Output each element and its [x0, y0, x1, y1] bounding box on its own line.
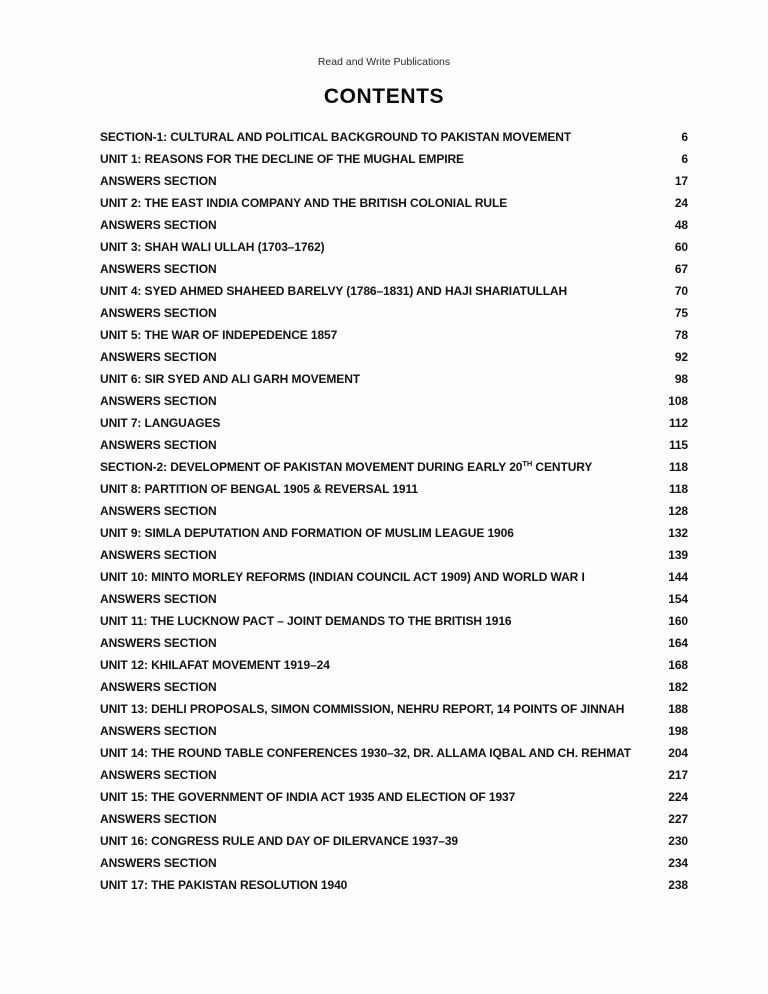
toc-entry-page-number: 160 — [668, 614, 688, 628]
toc-entry — [100, 830, 688, 852]
toc-entry-title — [100, 280, 567, 302]
toc-entry-title — [100, 654, 330, 676]
toc-entry-title — [100, 544, 217, 566]
toc-entry-title — [100, 764, 217, 786]
toc-entry-title-text: ANSWERS SECTION — [100, 218, 217, 232]
toc-entry-title-text: UNIT 7: LANGUAGES — [100, 416, 221, 430]
toc-entry-title — [100, 456, 592, 478]
toc-entry-title-text: SECTION-1: CULTURAL AND POLITICAL BACKGROUND TO PAKISTAN MOVEMENT — [100, 130, 572, 144]
toc-entry-title-text: ANSWERS SECTION — [100, 394, 217, 408]
toc-entry-page-number: 118 — [668, 482, 688, 496]
toc-entry-title — [100, 324, 337, 346]
toc-entry-page-number: 154 — [668, 592, 688, 606]
toc-entry-title-text: UNIT 12: KHILAFAT MOVEMENT 1919–24 — [100, 658, 330, 672]
toc-entry — [100, 368, 688, 390]
toc-entry-title-superscript: TH — [522, 459, 533, 468]
toc-entry-title-text: UNIT 17: THE PAKISTAN RESOLUTION 1940 — [100, 878, 348, 892]
toc-entry-title-text: UNIT 16: CONGRESS RULE AND DAY OF DILERVANCE 1937–39 — [100, 834, 459, 848]
toc-entry-title-text: ANSWERS SECTION — [100, 306, 217, 320]
toc-entry-page-number: 108 — [668, 394, 688, 408]
toc-entry-page-number: 164 — [668, 636, 688, 650]
toc-entry — [100, 302, 688, 324]
toc-entry-title — [100, 412, 220, 434]
toc-entry-title — [100, 610, 512, 632]
toc-entry-page-number: 6 — [681, 130, 688, 144]
toc-entry — [100, 126, 688, 148]
toc-entry-page-number: 227 — [668, 812, 688, 826]
toc-entry-title-text: ANSWERS SECTION — [100, 812, 217, 826]
toc-entry-title — [100, 522, 514, 544]
toc-entry-page-number: 128 — [668, 504, 688, 518]
toc-entry-page-number: 115 — [668, 438, 688, 452]
toc-entry-page-number: 70 — [674, 284, 688, 298]
toc-entry-title — [100, 192, 507, 214]
toc-entry — [100, 280, 688, 302]
toc-entry-title-text: UNIT 10: MINTO MORLEY REFORMS (INDIAN COUNCIL ACT 1909) AND WORLD WAR I — [100, 570, 585, 584]
toc-entry-title — [100, 390, 217, 412]
toc-entry-page-number: 188 — [668, 702, 688, 716]
toc-entry — [100, 148, 688, 170]
toc-entry-title — [100, 632, 217, 654]
toc-entry-page-number: 168 — [668, 658, 688, 672]
toc-entry-page-number: 17 — [674, 174, 688, 188]
toc-entry-title-text: ANSWERS SECTION — [100, 680, 217, 694]
toc-entry — [100, 544, 688, 566]
toc-entry-title — [100, 588, 217, 610]
toc-entry — [100, 676, 688, 698]
toc-entry — [100, 192, 688, 214]
toc-entry — [100, 522, 688, 544]
toc-entry-page-number: 238 — [668, 878, 688, 892]
toc-entry-page-number: 67 — [674, 262, 688, 276]
toc-entry — [100, 258, 688, 280]
toc-entry-title-text: ANSWERS SECTION — [100, 856, 217, 870]
toc-entry — [100, 632, 688, 654]
toc-entry — [100, 588, 688, 610]
toc-entry — [100, 390, 688, 412]
toc-entry — [100, 742, 688, 764]
toc-entry-page-number: 48 — [674, 218, 688, 232]
toc-entry-title — [100, 434, 217, 456]
toc-entry-title — [100, 830, 458, 852]
toc-entry-page-number: 92 — [674, 350, 688, 364]
toc-entry — [100, 346, 688, 368]
toc-entry-page-number: 132 — [668, 526, 688, 540]
toc-entry-title-text: UNIT 6: SIR SYED AND ALI GARH MOVEMENT — [100, 372, 360, 386]
toc-entry-title — [100, 852, 217, 874]
toc-entry-title-text: ANSWERS SECTION — [100, 504, 217, 518]
toc-entry-title — [100, 874, 347, 896]
toc-entry — [100, 720, 688, 742]
toc-entry-title-text: ANSWERS SECTION — [100, 548, 217, 562]
toc-entry — [100, 786, 688, 808]
toc-entry-page-number: 75 — [674, 306, 688, 320]
toc-entry-page-number: 6 — [681, 152, 688, 166]
toc-entry-page-number: 230 — [668, 834, 688, 848]
toc-entry-title-text: SECTION-2: DEVELOPMENT OF PAKISTAN MOVEMENT DURING EARLY 20 — [100, 460, 523, 474]
toc-entry — [100, 566, 688, 588]
toc-entry-page-number: 217 — [668, 768, 688, 782]
toc-entry-title — [100, 500, 217, 522]
toc-entry — [100, 236, 688, 258]
toc-entry-title-text: UNIT 9: SIMLA DEPUTATION AND FORMATION OF MUSLIM LEAGUE 1906 — [100, 526, 514, 540]
toc-entry — [100, 874, 688, 896]
toc-entry-page-number: 98 — [674, 372, 688, 386]
toc-entry-title — [100, 698, 624, 720]
toc-entry-title-text: UNIT 3: SHAH WALI ULLAH (1703–1762) — [100, 240, 325, 254]
toc-entry — [100, 808, 688, 830]
toc-entry-page-number: 198 — [668, 724, 688, 738]
toc-entry-page-number: 204 — [668, 746, 688, 760]
toc-entry — [100, 456, 688, 478]
toc-entry-page-number: 60 — [674, 240, 688, 254]
toc-entry-title — [100, 258, 217, 280]
toc-entry — [100, 170, 688, 192]
toc-entry-title-text: UNIT 8: PARTITION OF BENGAL 1905 & REVERSAL 1911 — [100, 482, 418, 496]
toc-entry-page-number: 78 — [674, 328, 688, 342]
toc-entry-title — [100, 676, 217, 698]
toc-entry-title — [100, 148, 464, 170]
toc-entry-page-number: 118 — [668, 460, 688, 474]
toc-entry-page-number: 24 — [674, 196, 688, 210]
toc-entry-title-text: ANSWERS SECTION — [100, 768, 217, 782]
toc-entry — [100, 324, 688, 346]
toc-entry-title-text: ANSWERS SECTION — [100, 350, 217, 364]
toc-entry — [100, 654, 688, 676]
toc-entry-title — [100, 566, 585, 588]
toc-entry-title — [100, 808, 217, 830]
publisher-header: Read and Write Publications — [317, 56, 451, 68]
toc-entry-title-text: ANSWERS SECTION — [100, 262, 217, 276]
toc-entry-title-text: ANSWERS SECTION — [100, 592, 217, 606]
toc-entry-page-number: 182 — [668, 680, 688, 694]
toc-entry — [100, 610, 688, 632]
toc-entry-title-text: UNIT 2: THE EAST INDIA COMPANY AND THE BRITISH COLONIAL RULE — [100, 196, 508, 210]
toc-entry-title — [100, 236, 325, 258]
toc-entry — [100, 764, 688, 786]
toc-entry-title — [100, 478, 418, 500]
toc-entry-title — [100, 302, 217, 324]
toc-entry-title-text: UNIT 15: THE GOVERNMENT OF INDIA ACT 1935 AND ELECTION OF 1937 — [100, 790, 516, 804]
toc-entry — [100, 698, 688, 720]
toc-entry-title — [100, 368, 360, 390]
toc-entry-title-text: ANSWERS SECTION — [100, 174, 217, 188]
toc-entry-title-text: UNIT 4: SYED AHMED SHAHEED BARELVY (1786–1831) AND HAJI SHARIATULLAH — [100, 284, 568, 298]
toc-entry-title-text: UNIT 13: DEHLI PROPOSALS, SIMON COMMISSION, NEHRU REPORT, 14 POINTS OF JINNAH — [100, 702, 625, 716]
toc-entry — [100, 852, 688, 874]
toc-entry-title — [100, 346, 217, 368]
toc-entry-title-text: ANSWERS SECTION — [100, 636, 217, 650]
toc-entry — [100, 214, 688, 236]
toc-entry-title-suffix: CENTURY — [532, 460, 593, 474]
toc-entry-page-number: 224 — [668, 790, 688, 804]
toc-entry-page-number: 144 — [668, 570, 688, 584]
toc-entry-title-text: ANSWERS SECTION — [100, 438, 217, 452]
table-of-contents — [100, 126, 688, 896]
page-title: CONTENTS — [323, 85, 445, 108]
toc-entry-title-text: ANSWERS SECTION — [100, 724, 217, 738]
toc-entry-title-text: UNIT 11: THE LUCKNOW PACT – JOINT DEMANDS TO THE BRITISH 1916 — [100, 614, 512, 628]
toc-entry — [100, 434, 688, 456]
toc-entry — [100, 478, 688, 500]
toc-entry-title-text: UNIT 14: THE ROUND TABLE CONFERENCES 1930–32, DR. ALLAMA IQBAL AND CH. REHMAT — [100, 746, 632, 760]
toc-entry-title — [100, 742, 631, 764]
toc-entry-page-number: 234 — [668, 856, 688, 870]
toc-entry-page-number: 112 — [668, 416, 688, 430]
toc-entry-title — [100, 214, 217, 236]
toc-entry — [100, 412, 688, 434]
toc-entry-title — [100, 126, 571, 148]
toc-entry-title-text: UNIT 1: REASONS FOR THE DECLINE OF THE MUGHAL EMPIRE — [100, 152, 464, 166]
toc-entry-title-text: UNIT 5: THE WAR OF INDEPEDENCE 1857 — [100, 328, 338, 342]
toc-entry-page-number: 139 — [668, 548, 688, 562]
toc-entry-title — [100, 170, 217, 192]
toc-entry — [100, 500, 688, 522]
toc-entry-title — [100, 720, 217, 742]
toc-entry-title — [100, 786, 515, 808]
